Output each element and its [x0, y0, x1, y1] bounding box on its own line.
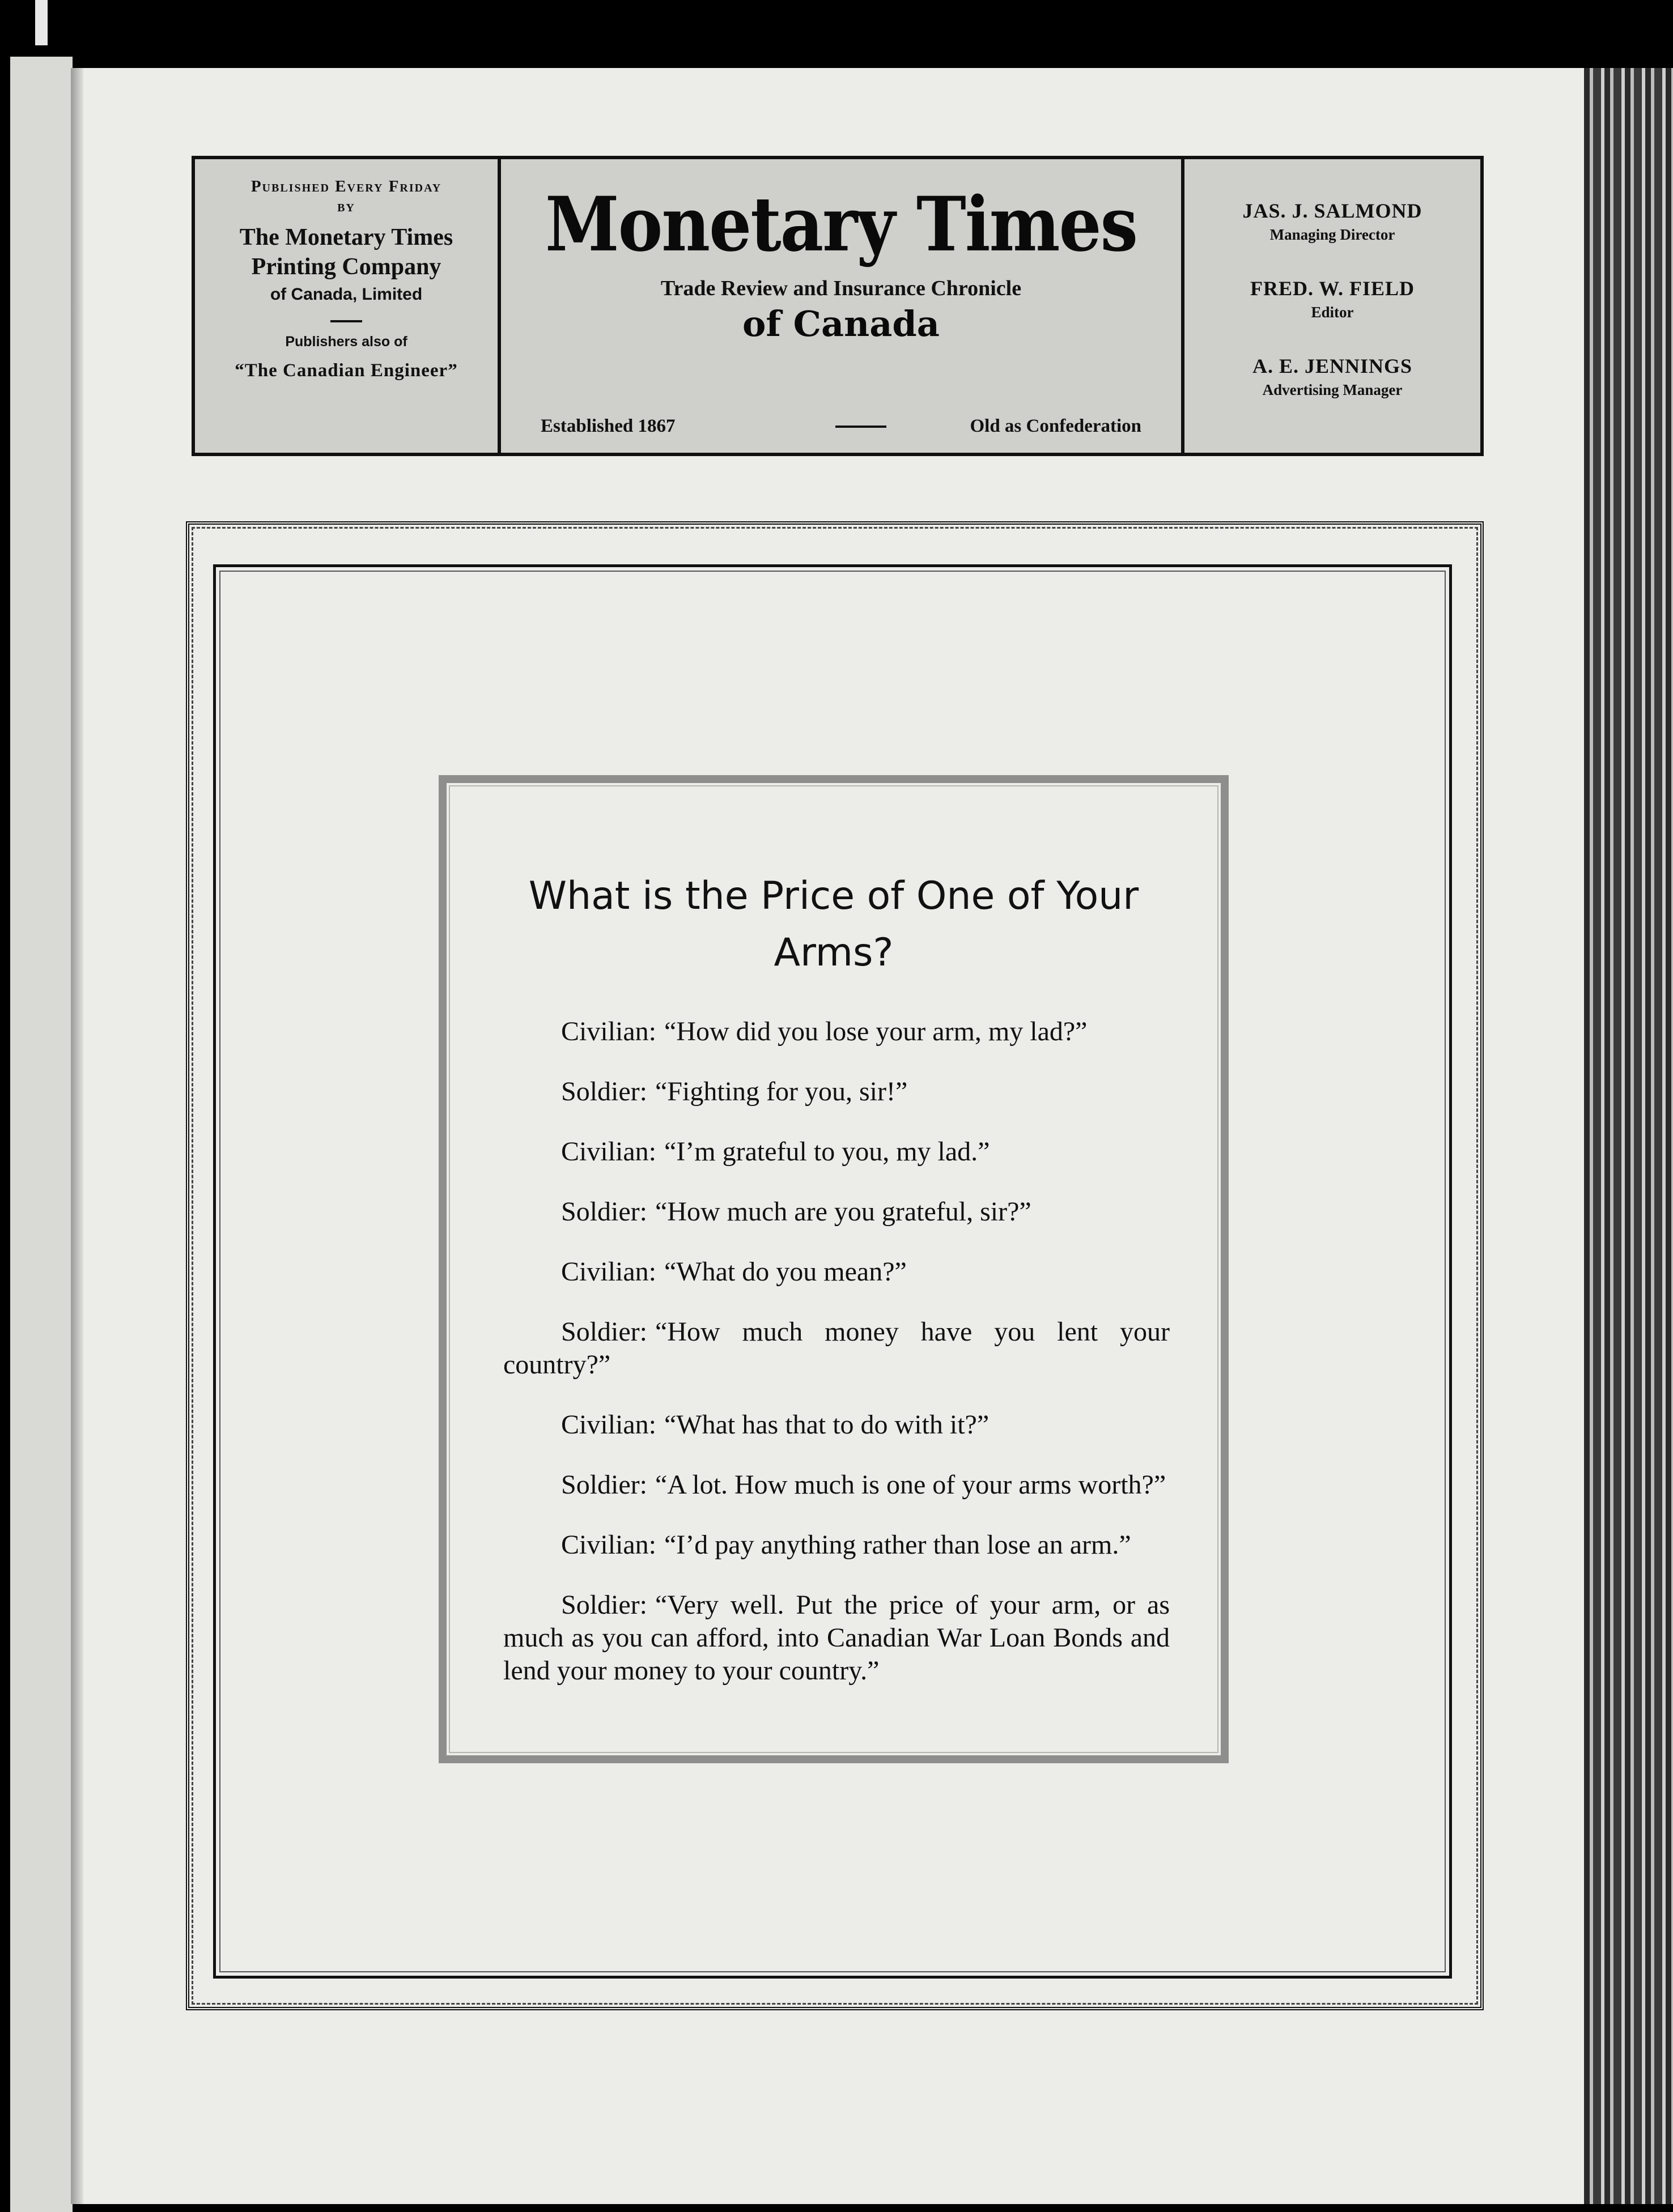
- published-every-friday: Published Every Friday: [250, 177, 442, 195]
- speaker: Soldier:: [561, 1317, 647, 1347]
- masthead-publisher-panel: [195, 159, 501, 453]
- dialogue-line: [503, 1409, 1170, 1441]
- staff-role: Advertising Manager: [1262, 381, 1403, 398]
- advertisement-box: [439, 775, 1229, 1763]
- speaker: Civilian:: [561, 1137, 656, 1167]
- dialogue-line: [503, 1469, 1170, 1501]
- canadian-engineer-title: “The Canadian Engineer”: [235, 360, 458, 381]
- newspaper-title: Monetary Times: [545, 180, 1137, 269]
- dialogue-line: [503, 1135, 1170, 1168]
- dialogue-line: [503, 1196, 1170, 1228]
- publisher-by: BY: [337, 202, 355, 214]
- dialogue-line: [503, 1015, 1170, 1048]
- speaker: Civilian:: [561, 1257, 656, 1287]
- dialogue-line: [503, 1316, 1170, 1381]
- line-text: “Very well. Put the price of your arm, or as much as you can afford, into Canadian War Loan Bonds and lend your money to your country.”: [503, 1590, 1170, 1686]
- dialogue-line: [503, 1589, 1170, 1687]
- binding-gutter: [71, 68, 83, 2204]
- masthead-staff-panel: [1181, 159, 1480, 453]
- line-text: “What has that to do with it?”: [664, 1410, 990, 1440]
- established-date: Established 1867: [541, 416, 676, 436]
- publisher-company: The Monetary Times Printing Company: [239, 224, 453, 280]
- masthead-footer: [535, 403, 1147, 437]
- divider: [835, 426, 886, 428]
- staff-name: A. E. JENNINGS: [1252, 355, 1413, 377]
- line-text: “What do you mean?”: [664, 1257, 907, 1287]
- line-text: “Fighting for you, sir!”: [655, 1077, 908, 1107]
- dialogue-line: [503, 1529, 1170, 1562]
- staff-name: FRED. W. FIELD: [1250, 277, 1415, 300]
- line-text: “How did you lose your arm, my lad?”: [664, 1016, 1088, 1047]
- speaker: Civilian:: [561, 1016, 656, 1047]
- speaker: Soldier:: [561, 1590, 647, 1620]
- publishers-also-label: Publishers also of: [285, 334, 407, 350]
- speaker: Civilian:: [561, 1530, 656, 1560]
- advertisement-title: What is the Price of One of Your Arms?: [528, 874, 1139, 975]
- staff-role: Editor: [1311, 304, 1354, 321]
- old-as-confederation: Old as Confederation: [970, 416, 1141, 436]
- staff-name: JAS. J. SALMOND: [1242, 199, 1423, 222]
- divider: [330, 320, 362, 322]
- newspaper-of-canada: of Canada: [742, 303, 940, 344]
- line-text: “How much money have you lent your country?”: [503, 1317, 1170, 1380]
- stacked-page-edges: [1584, 68, 1673, 2204]
- speaker: Civilian:: [561, 1410, 656, 1440]
- masthead: [192, 156, 1484, 456]
- line-text: “A lot. How much is one of your arms worth?”: [655, 1470, 1166, 1500]
- speaker: Soldier:: [561, 1197, 647, 1227]
- speaker: Soldier:: [561, 1470, 647, 1500]
- newspaper-subtitle: Trade Review and Insurance Chronicle: [660, 276, 1022, 300]
- line-text: “I’d pay anything rather than lose an arm.”: [664, 1530, 1131, 1560]
- masthead-title-panel: [501, 159, 1181, 453]
- dialogue-line: [503, 1256, 1170, 1288]
- dialogue: [503, 1015, 1170, 1700]
- speaker: Soldier:: [561, 1077, 647, 1107]
- film-mark: [35, 0, 48, 45]
- publisher-company-sub: of Canada, Limited: [270, 285, 423, 304]
- adjacent-page-edge: [10, 57, 73, 2212]
- line-text: “I’m grateful to you, my lad.”: [664, 1137, 990, 1167]
- staff-role: Managing Director: [1269, 226, 1395, 243]
- line-text: “How much are you grateful, sir?”: [655, 1197, 1031, 1227]
- dialogue-line: [503, 1075, 1170, 1108]
